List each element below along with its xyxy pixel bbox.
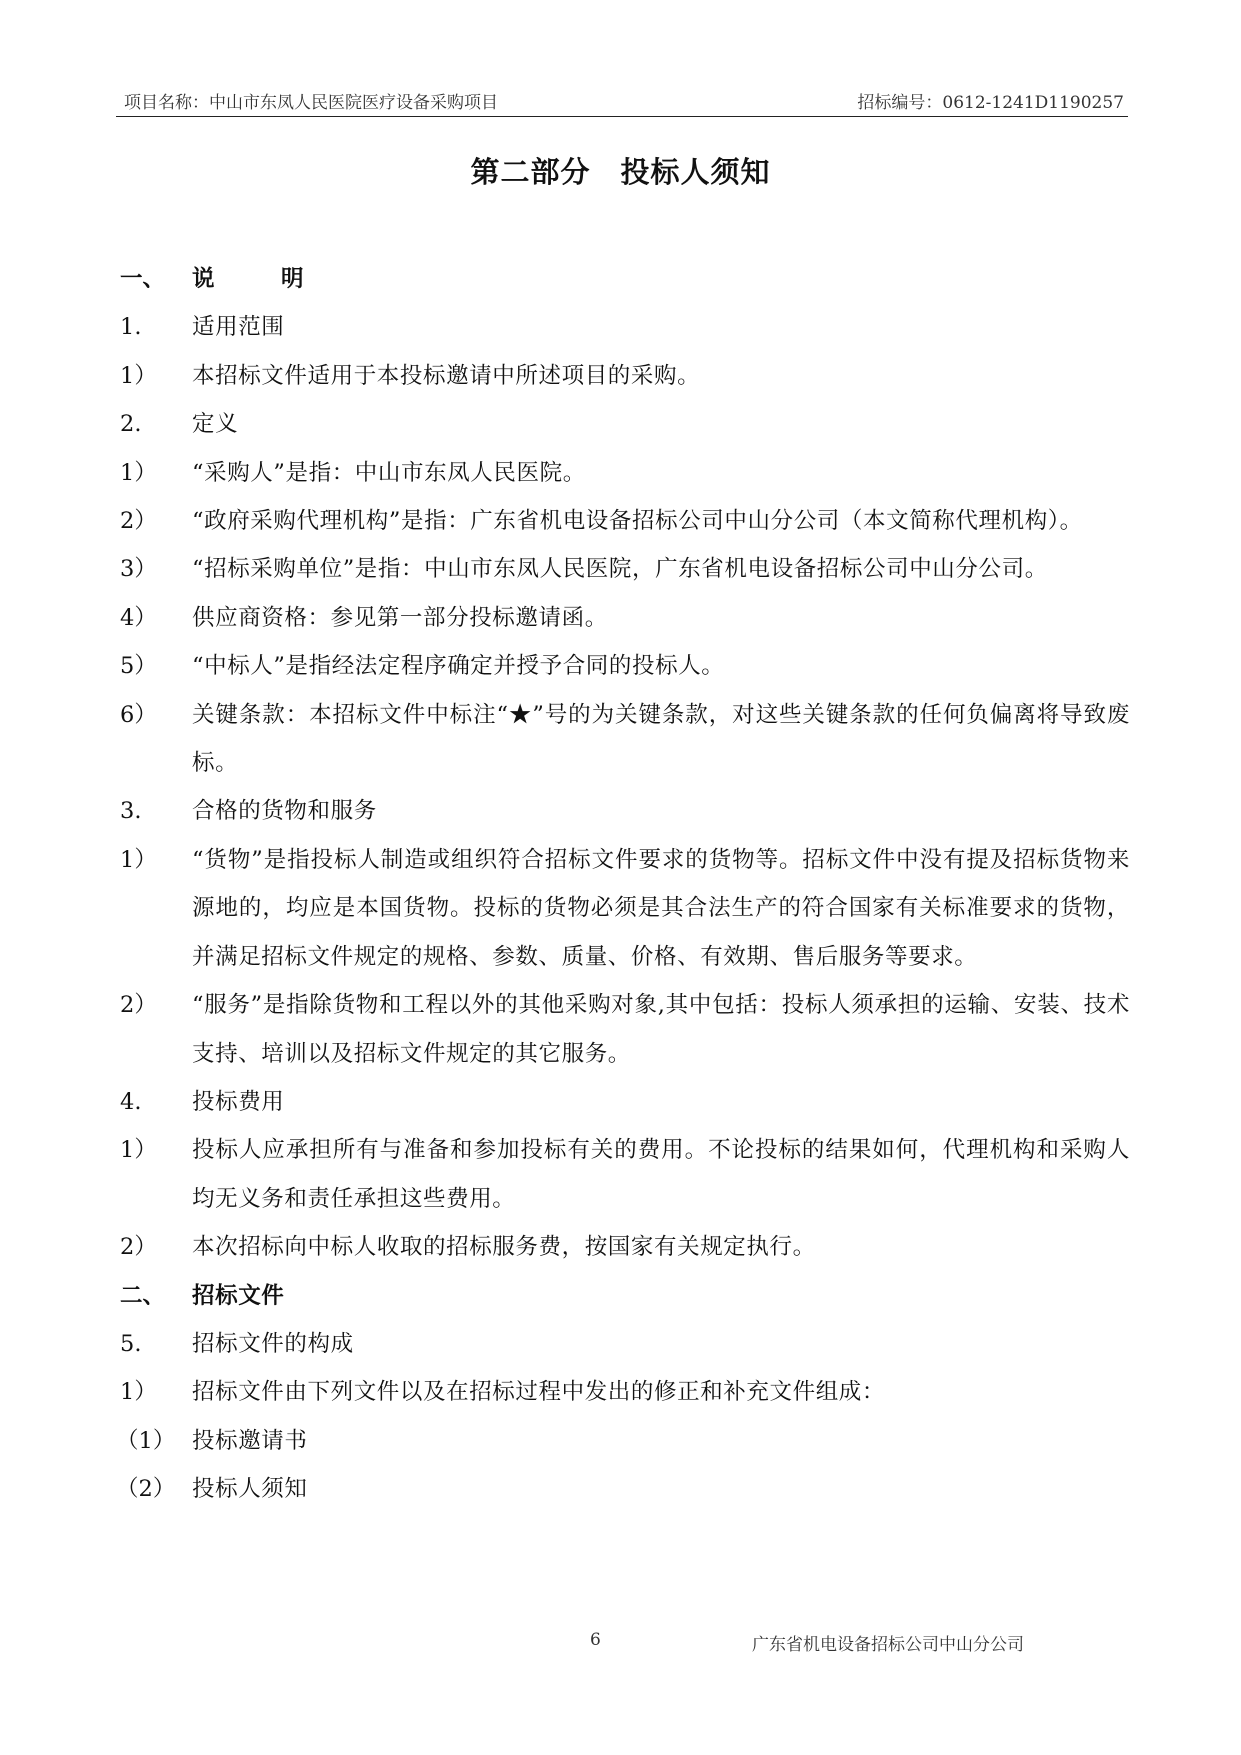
- item-text: 供应商资格：参见第一部分投标邀请函。: [192, 604, 608, 631]
- document-body: [116, 255, 1130, 1514]
- tender-number: 招标编号：0612-1241D1190257: [857, 93, 1124, 113]
- item-text: 本招标文件适用于本投标邀请中所述项目的采购。: [192, 362, 701, 389]
- page-header: [116, 86, 1128, 117]
- paragraph-item: [120, 1223, 1130, 1271]
- item-number: 3）: [120, 556, 157, 583]
- item-number: 1）: [120, 459, 157, 486]
- paragraph-item: [120, 691, 1130, 788]
- item-text: 投标人须知: [192, 1476, 308, 1503]
- paragraph-item: [116, 1465, 1130, 1513]
- item-number: （2）: [116, 1476, 176, 1503]
- item-text: 投标人应承担所有与准备和参加投标有关的费用。不论投标的结果如何，代理机构和采购人均无义务和责任承担这些费用。: [192, 1137, 1130, 1212]
- item-number: 2）: [120, 508, 157, 535]
- item-number: 1）: [120, 1379, 157, 1406]
- item-number: 2.: [120, 411, 142, 438]
- paragraph-item: [120, 497, 1130, 545]
- paragraph-item: [120, 1078, 1130, 1126]
- item-number: 1.: [120, 314, 142, 341]
- item-number: 5）: [120, 653, 157, 680]
- paragraph-item: [120, 449, 1130, 497]
- item-number: 二、: [120, 1282, 166, 1309]
- item-text: 说 明: [192, 266, 326, 292]
- section-heading: [120, 255, 1130, 303]
- paragraph-item: [120, 1126, 1130, 1223]
- paragraph-item: [120, 1368, 1130, 1416]
- item-text: “采购人”是指：中山市东凤人民医院。: [192, 459, 586, 486]
- section-heading: [120, 1272, 1130, 1320]
- item-text: “政府采购代理机构”是指：广东省机电设备招标公司中山分公司（本文简称代理机构）。: [192, 508, 1083, 535]
- item-number: 2）: [120, 992, 157, 1019]
- item-number: 一、: [120, 266, 166, 292]
- paragraph-item: [120, 545, 1130, 593]
- paragraph-item: [120, 981, 1130, 1078]
- paragraph-item: [120, 836, 1130, 981]
- item-number: 4.: [120, 1088, 142, 1115]
- page-number: 6: [590, 1630, 601, 1650]
- footer-company: 广东省机电设备招标公司中山分公司: [752, 1635, 1024, 1655]
- item-text: 招标文件由下列文件以及在招标过程中发出的修正和补充文件组成：: [192, 1379, 886, 1406]
- item-text: 适用范围: [192, 314, 285, 341]
- item-number: 6）: [120, 701, 157, 728]
- item-number: 1）: [120, 362, 157, 389]
- paragraph-item: [116, 1417, 1130, 1465]
- paragraph-item: [120, 594, 1130, 642]
- item-number: 3.: [120, 798, 142, 825]
- paragraph-item: [120, 787, 1130, 835]
- item-text: 招标文件: [192, 1282, 285, 1309]
- item-text: “货物”是指投标人制造或组织符合招标文件要求的货物等。招标文件中没有提及招标货物来源地的，均应是本国货物。投标的货物必须是其合法生产的符合国家有关标准要求的货物，并满足招标文件规定的规格、参数、质量、价格、有效期、售后服务等要求。: [192, 846, 1130, 970]
- paragraph-item: [120, 642, 1130, 690]
- item-number: 5.: [120, 1330, 142, 1357]
- item-text: “服务”是指除货物和工程以外的其他采购对象,其中包括：投标人须承担的运输、安装、技术支持、培训以及招标文件规定的其它服务。: [192, 992, 1130, 1067]
- item-text: “招标采购单位”是指：中山市东凤人民医院，广东省机电设备招标公司中山分公司。: [192, 556, 1048, 583]
- item-text: 投标邀请书: [192, 1427, 308, 1454]
- page-title: 第二部分 投标人须知: [470, 155, 771, 189]
- item-text: 本次招标向中标人收取的招标服务费，按国家有关规定执行。: [192, 1234, 816, 1261]
- project-name: 项目名称：中山市东凤人民医院医疗设备采购项目: [124, 93, 498, 113]
- item-number: 1）: [120, 846, 157, 873]
- item-text: “中标人”是指经法定程序确定并授予合同的投标人。: [192, 653, 725, 680]
- paragraph-item: [120, 1320, 1130, 1368]
- item-text: 关键条款：本招标文件中标注“★”号的为关键条款，对这些关键条款的任何负偏离将导致废标。: [192, 701, 1130, 777]
- item-text: 投标费用: [192, 1088, 285, 1115]
- item-number: 1）: [120, 1137, 157, 1164]
- paragraph-item: [120, 400, 1130, 448]
- paragraph-item: [120, 303, 1130, 351]
- item-text: 合格的货物和服务: [192, 798, 377, 825]
- paragraph-item: [120, 352, 1130, 400]
- item-text: 招标文件的构成: [192, 1330, 354, 1357]
- item-number: 2）: [120, 1234, 157, 1261]
- item-text: 定义: [192, 411, 239, 438]
- item-number: （1）: [116, 1427, 176, 1454]
- item-number: 4）: [120, 604, 157, 631]
